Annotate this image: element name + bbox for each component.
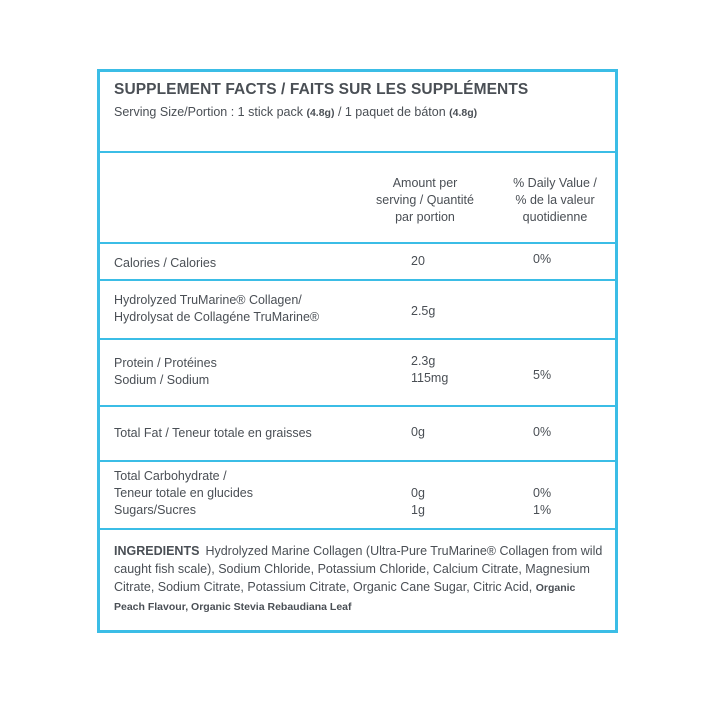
row-label-carbohydrate: Total Carbohydrate / Teneur totale en glucides Sugars/Sucres [114, 469, 253, 517]
divider-top [100, 151, 615, 153]
divider [100, 460, 615, 462]
row-amount-total-fat: 0g [411, 425, 425, 439]
serving-size [114, 105, 477, 119]
divider [100, 338, 615, 340]
serving-text: Serving Size/Portion : 1 stick pack [114, 105, 307, 119]
divider [100, 405, 615, 407]
row-amount-collagen: 2.5g [411, 304, 436, 318]
header-amount: Amount per serving / Quantité par portion [376, 176, 474, 224]
row-label-collagen: Hydrolyzed TruMarine® Collagen/ Hydrolysat de Collagéne TruMarine® [114, 293, 320, 324]
divider-ingredients [100, 528, 615, 530]
row-dv-carbohydrate: 0% 1% [533, 486, 552, 517]
row-dv-protein-sodium: 5% [533, 368, 552, 382]
row-dv-calories: 0% [533, 252, 552, 266]
row-amount-carbohydrate: 0g 1g [411, 486, 425, 517]
header-daily-value: % Daily Value / % de la valeur quotidienne [513, 176, 597, 224]
serving-weight-fr: (4.8g) [449, 107, 478, 119]
row-label-protein-sodium: Protein / Protéines Sodium / Sodium [114, 356, 217, 387]
row-amount-protein-sodium: 2.3g 115mg [411, 354, 449, 385]
serving-text-fr: / 1 paquet de báton [334, 105, 450, 119]
divider [100, 279, 615, 281]
serving-weight: (4.8g) [306, 107, 335, 119]
row-label-calories: Calories / Calories [114, 256, 217, 270]
ingredients-list-tail: Organic Peach Flavour, Organic Stevia Rebaudiana Leaf [114, 582, 576, 613]
ingredients-heading: INGREDIENTS [114, 544, 200, 558]
divider [100, 242, 615, 244]
supplement-facts-panel [97, 69, 618, 633]
row-dv-total-fat: 0% [533, 425, 552, 439]
panel-title: SUPPLEMENT FACTS / FAITS SUR LES SUPPLÉMENTS [114, 81, 529, 98]
ingredients-list: Hydrolyzed Marine Collagen (Ultra-Pure TruMarine® Collagen from wild caught fish scale), Sodium Chloride, Potassium Chloride, Calcium Citrate, Magnesium Citrate, Sodium Citrate, Potassium Citrate, Organic Cane Sugar, Citric Acid, [114, 544, 603, 594]
ingredients-text [114, 542, 604, 616]
row-amount-calories: 20 [411, 254, 425, 268]
row-label-total-fat: Total Fat / Teneur totale en graisses [114, 426, 312, 440]
